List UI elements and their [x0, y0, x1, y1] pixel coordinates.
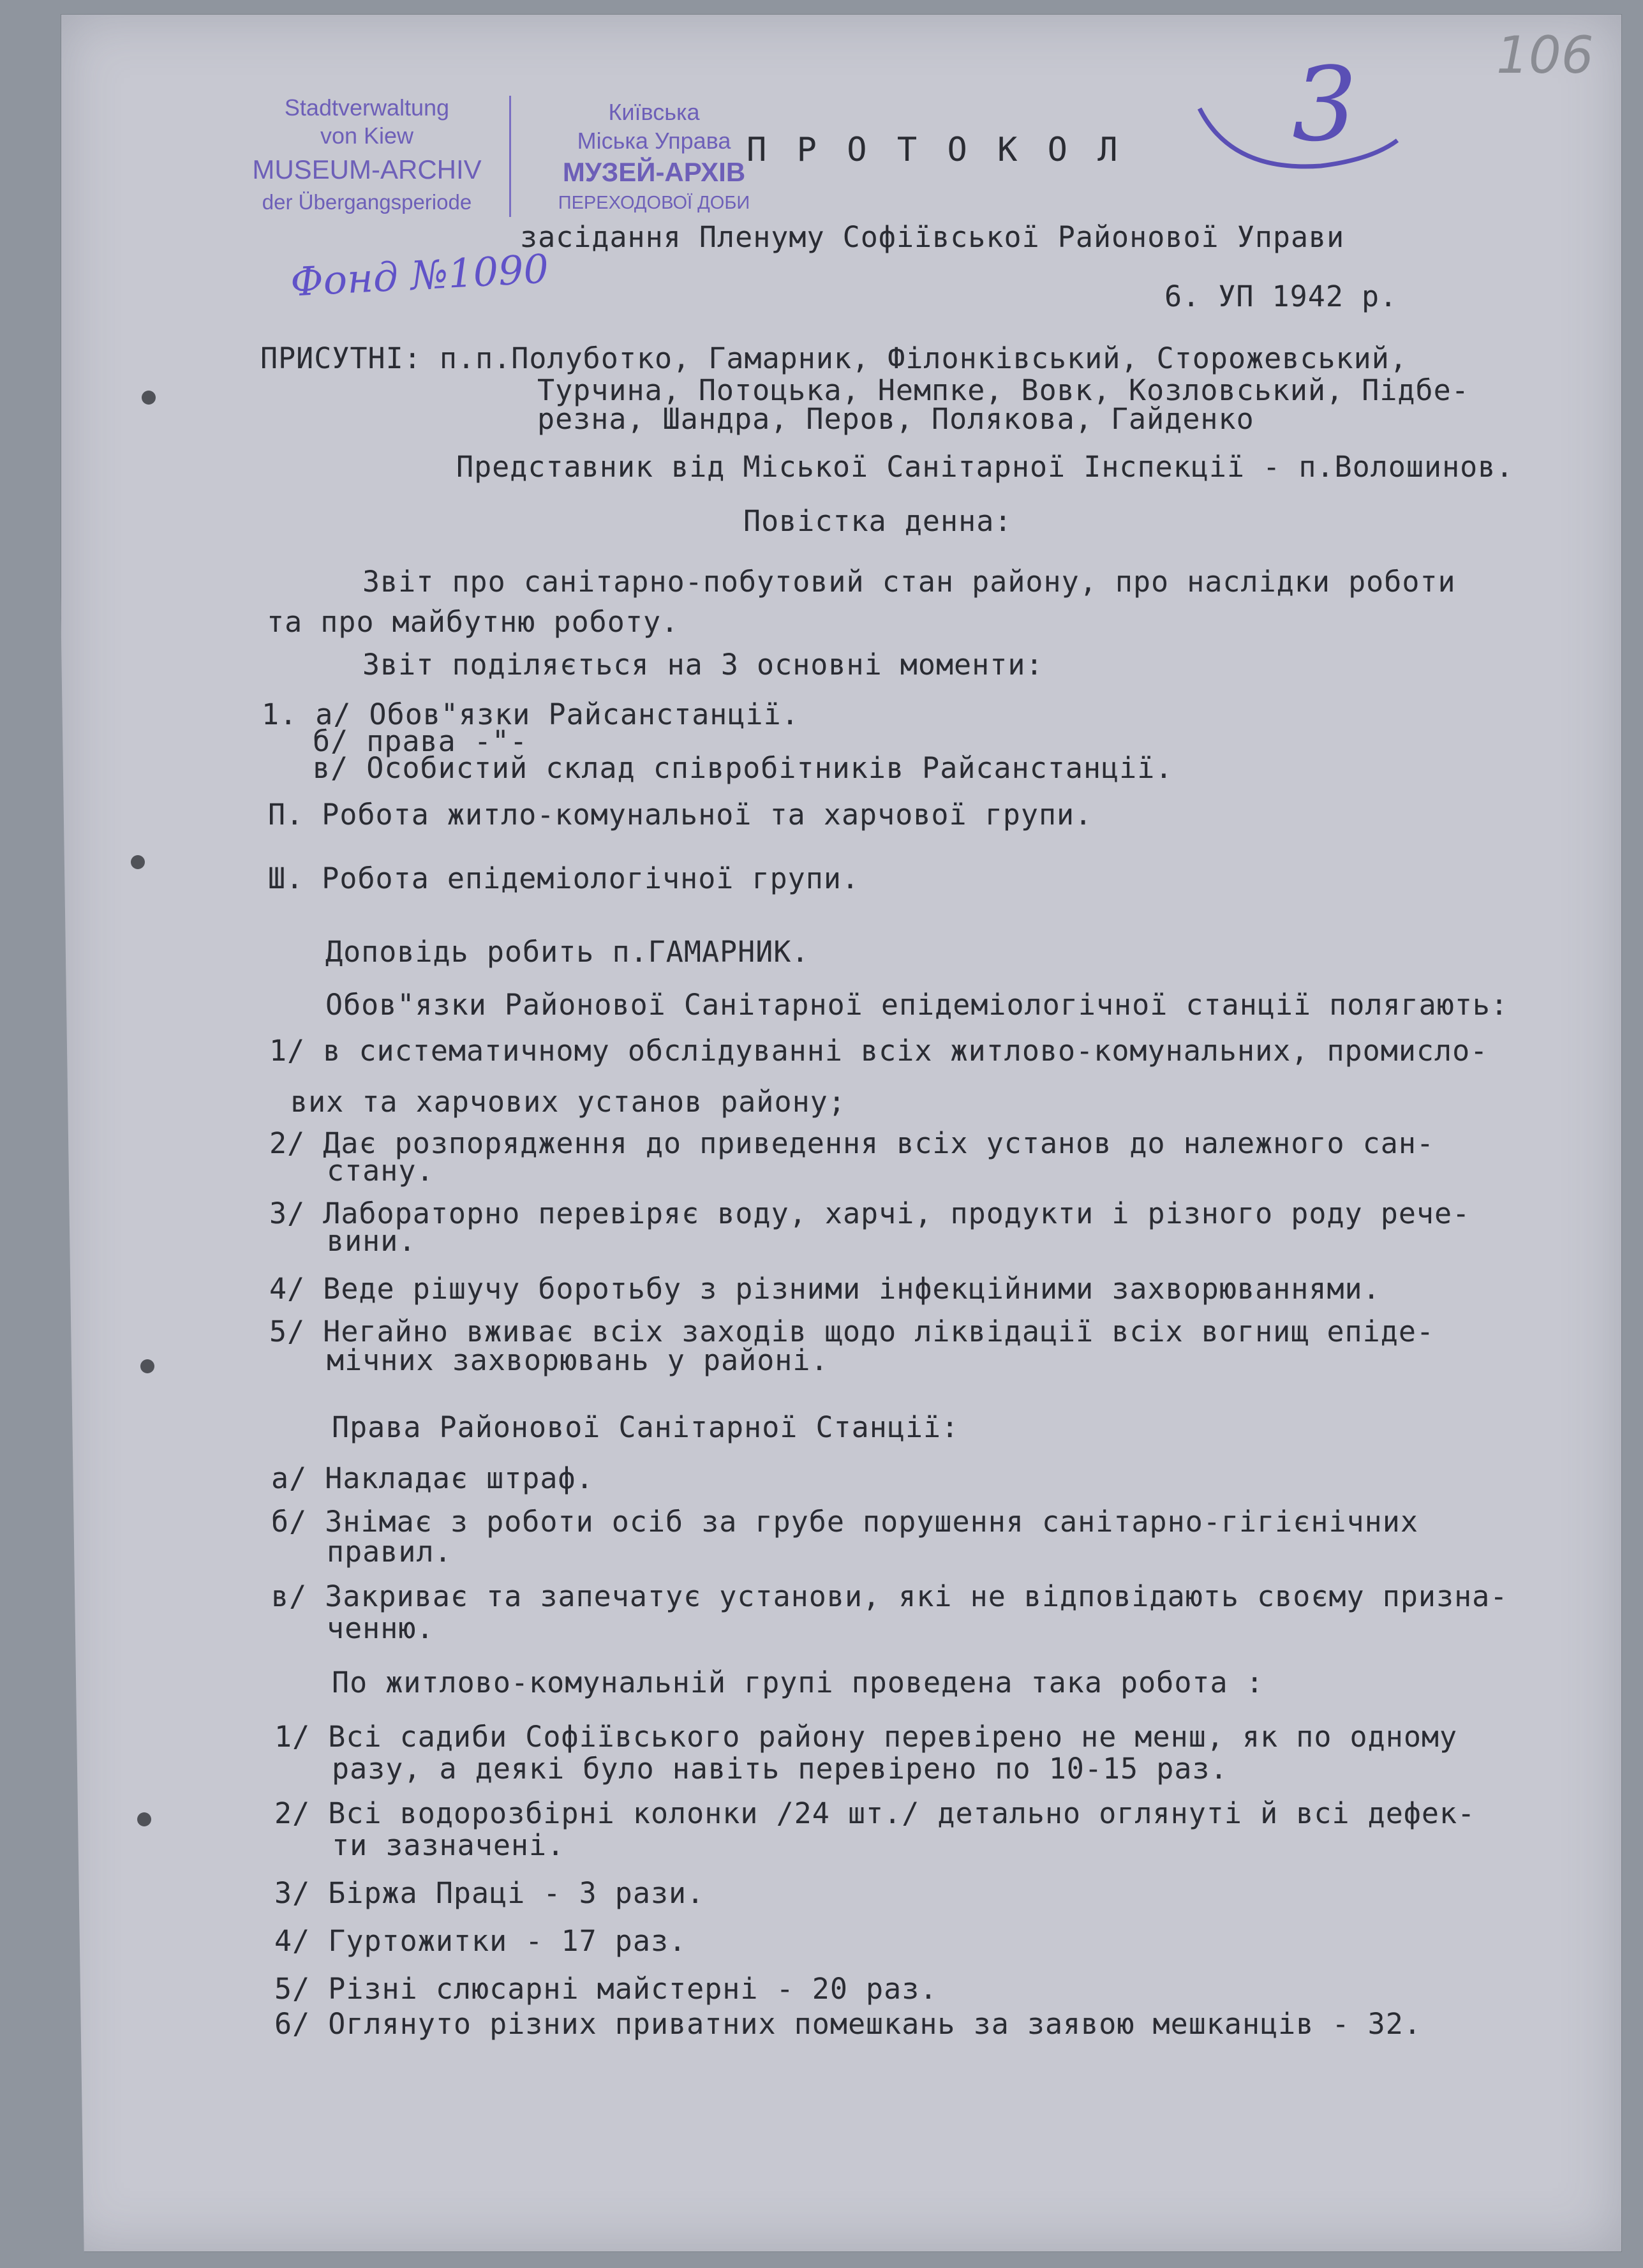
binder-hole	[140, 1359, 154, 1373]
stamp-left-line-1: Stadtverwaltung	[284, 94, 450, 121]
agenda-point-3: Ш. Робота епідеміологічної групи.	[268, 862, 860, 895]
attendees-line-2: Турчина, Потоцька, Немпке, Вовк, Козловський, Підбе-	[537, 373, 1469, 407]
stamp-right-line-2: Міська Управа	[577, 128, 731, 154]
page-number-handwriting: 3	[1292, 45, 1357, 164]
document-subtitle: засідання Пленуму Софіївської Районової Управи	[520, 220, 1345, 254]
work-2-line-1: 2/ Всі водорозбірні колонки /24 шт./ детально оглянуті й всі дефек-	[274, 1796, 1476, 1830]
attendees-line-3: резна, Шандра, Перов, Полякова, Гайденко	[537, 402, 1254, 436]
agenda-point-1b: б/ права -"-	[313, 724, 528, 758]
right-b-line-2: правил.	[327, 1535, 452, 1569]
agenda-point-2: П. Робота житло-комунальної та харчової групи.	[268, 798, 1093, 832]
speaker-line: Доповідь робить п.ГАМАРНИК.	[325, 935, 810, 969]
binder-hole	[142, 391, 156, 405]
stamp-divider	[509, 96, 511, 217]
document-date: 6. УП 1942 р.	[1164, 280, 1398, 313]
work-5: 5/ Різні слюсарні майстерні - 20 раз.	[274, 1972, 938, 2006]
agenda-point-1a: 1. а/ Обов"язки Райсанстанції.	[262, 698, 799, 731]
stamp-right-line-3: МУЗЕЙ-АРХІВ	[562, 157, 746, 187]
stamp-left-line-4: der Übergangsperiode	[262, 190, 472, 214]
right-b-line-1: б/ Знімає з роботи осіб за грубе порушення санітарно-гігієнічних	[271, 1505, 1418, 1539]
work-3: 3/ Біржа Праці - 3 рази.	[274, 1876, 705, 1910]
stamp-right-line-4: ПЕРЕХОДОВОЇ ДОБИ	[558, 193, 750, 213]
agenda-text-line-1: Звіт про санітарно-побутовий стан району, про наслідки роботи	[362, 565, 1456, 599]
duty-2-line-1: 2/ Дає розпорядження до приведення всіх установ до належного сан-	[269, 1126, 1434, 1160]
document-title: П Р О Т О К О Л	[747, 131, 1123, 169]
right-a: а/ Накладає штраф.	[271, 1461, 594, 1495]
work-6: 6/ Оглянуто різних приватних помешкань за заявою мешканців - 32.	[274, 2007, 1422, 2041]
work-1-line-1: 1/ Всі садиби Софіївського району перевірено не менш, як по одному	[274, 1720, 1458, 1754]
right-c-line-1: в/ Закриває та запечатує установи, які не відповідають своєму призна-	[271, 1579, 1508, 1613]
handwritten-swoosh	[1193, 96, 1404, 185]
duty-2-line-2: стану.	[327, 1154, 435, 1188]
right-c-line-2: ченню.	[327, 1611, 435, 1645]
stamp-left-line-2: von Kiew	[320, 123, 414, 149]
duty-3-line-1: 3/ Лабораторно перевіряє воду, харчі, продукти і різного роду рече-	[269, 1197, 1471, 1230]
agenda-point-1c: в/ Особистий склад співробітників Райсанстанції.	[313, 751, 1173, 785]
work-heading: По житлово-комунальній групі проведена така робота :	[332, 1666, 1264, 1699]
attendees-line-1: ПРИСУТНІ: п.п.Полуботко, Гамарник, Філонківський, Сторожевський,	[260, 341, 1408, 375]
duty-5-line-2: мічних захворювань у районі.	[327, 1343, 829, 1377]
work-2-line-2: ти зазначені.	[332, 1828, 565, 1862]
duty-1-line-2: вих та харчових установ району;	[290, 1085, 846, 1119]
agenda-heading: Повістка денна:	[743, 504, 1013, 538]
duty-3-line-2: вини.	[327, 1224, 417, 1258]
duty-5-line-1: 5/ Негайно вживає всіх заходів щодо ліквідації всіх вогнищ епіде-	[269, 1315, 1434, 1348]
folio-number-pencil: 106	[1496, 26, 1594, 85]
duty-1-line-1: 1/ в систематичному обслідуванні всіх житлово-комунальних, промисло-	[269, 1034, 1489, 1068]
agenda-text-line-2: та про майбутню роботу.	[267, 605, 680, 639]
representative-line: Представник від Міської Санітарної Інспекції - п.Волошинов.	[456, 450, 1514, 484]
report-split-intro: Звіт поділяється на 3 основні моменти:	[362, 648, 1044, 682]
duty-4: 4/ Веде рішучу боротьбу з різними інфекційними захворюваннями.	[269, 1272, 1381, 1306]
rights-heading: Права Районової Санітарної Станції:	[332, 1410, 960, 1444]
duties-heading: Обов"язки Районової Санітарної епідеміологічної станції полягають:	[325, 988, 1509, 1022]
stamp-left-line-3: MUSEUM-ARCHIV	[252, 154, 482, 184]
binder-hole	[137, 1812, 151, 1826]
stamp-right-line-1: Київська	[608, 99, 700, 125]
work-4: 4/ Гуртожитки - 17 раз.	[274, 1924, 687, 1958]
fond-number-handwriting: Фонд №1090	[289, 245, 550, 306]
binder-hole	[131, 855, 145, 869]
work-1-line-2: разу, а деякі було навіть перевірено по 10-15 раз.	[332, 1752, 1228, 1786]
